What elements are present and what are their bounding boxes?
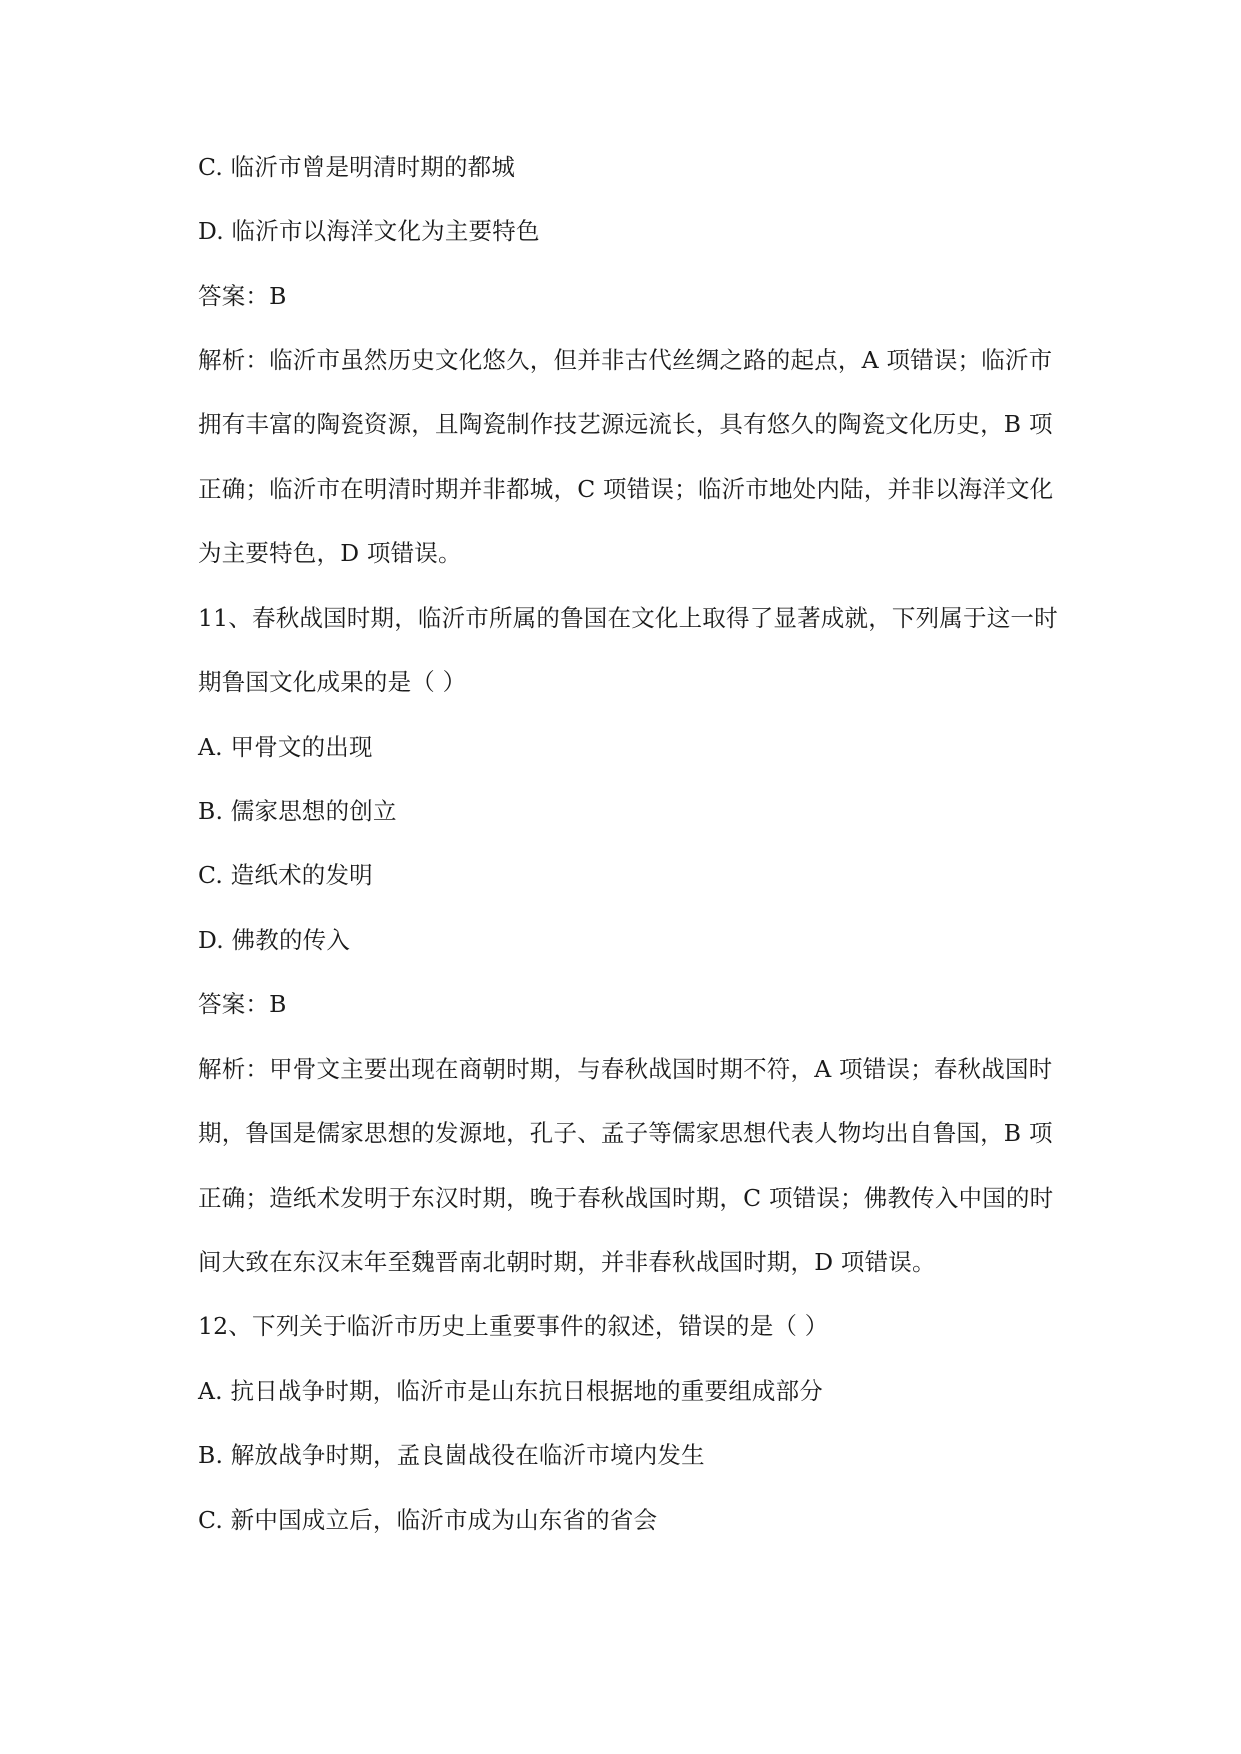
option-c-text: C. 临沂市曾是明清时期的都城 <box>198 153 516 181</box>
explanation-text: 解析：临沂市虽然历史文化悠久，但并非古代丝绸之路的起点，A 项错误；临沂市 <box>198 346 1053 374</box>
option-c-text: C. 造纸术的发明 <box>198 861 373 889</box>
explanation-text: 正确；临沂市在明清时期并非都城，C 项错误；临沂市地处内陆，并非以海洋文化 <box>198 475 1054 503</box>
explanation-text: 拥有丰富的陶瓷资源，且陶瓷制作技艺源远流长，具有悠久的陶瓷文化历史，B 项 <box>198 410 1053 438</box>
explanation-text: 正确；造纸术发明于东汉时期，晚于春秋战国时期，C 项错误；佛教传入中国的时 <box>198 1184 1054 1212</box>
question-11-text: 期鲁国文化成果的是（ ） <box>198 668 467 696</box>
answer-text: 答案：B <box>198 990 287 1018</box>
option-c-text: C. 新中国成立后，临沂市成为山东省的省会 <box>198 1506 658 1534</box>
option-d-text: D. 临沂市以海洋文化为主要特色 <box>198 217 540 245</box>
explanation-text: 解析：甲骨文主要出现在商朝时期，与春秋战国时期不符，A 项错误；春秋战国时 <box>198 1055 1053 1083</box>
question-12-text: 12、下列关于临沂市历史上重要事件的叙述，错误的是（ ） <box>198 1312 829 1340</box>
option-b-text: B. 儒家思想的创立 <box>198 797 397 825</box>
explanation-text: 为主要特色，D 项错误。 <box>198 539 462 567</box>
option-d-text: D. 佛教的传入 <box>198 926 351 954</box>
option-b-text: B. 解放战争时期，孟良崮战役在临沂市境内发生 <box>198 1441 705 1469</box>
option-a-text: A. 抗日战争时期，临沂市是山东抗日根据地的重要组成部分 <box>198 1377 824 1405</box>
answer-text: 答案：B <box>198 282 287 310</box>
explanation-text: 期，鲁国是儒家思想的发源地，孔子、孟子等儒家思想代表人物均出自鲁国，B 项 <box>198 1119 1053 1147</box>
question-11-text: 11、春秋战国时期，临沂市所属的鲁国在文化上取得了显著成就，下列属于这一时 <box>198 604 1058 632</box>
option-a-text: A. 甲骨文的出现 <box>198 733 373 761</box>
explanation-text: 间大致在东汉末年至魏晋南北朝时期，并非春秋战国时期，D 项错误。 <box>198 1248 936 1276</box>
